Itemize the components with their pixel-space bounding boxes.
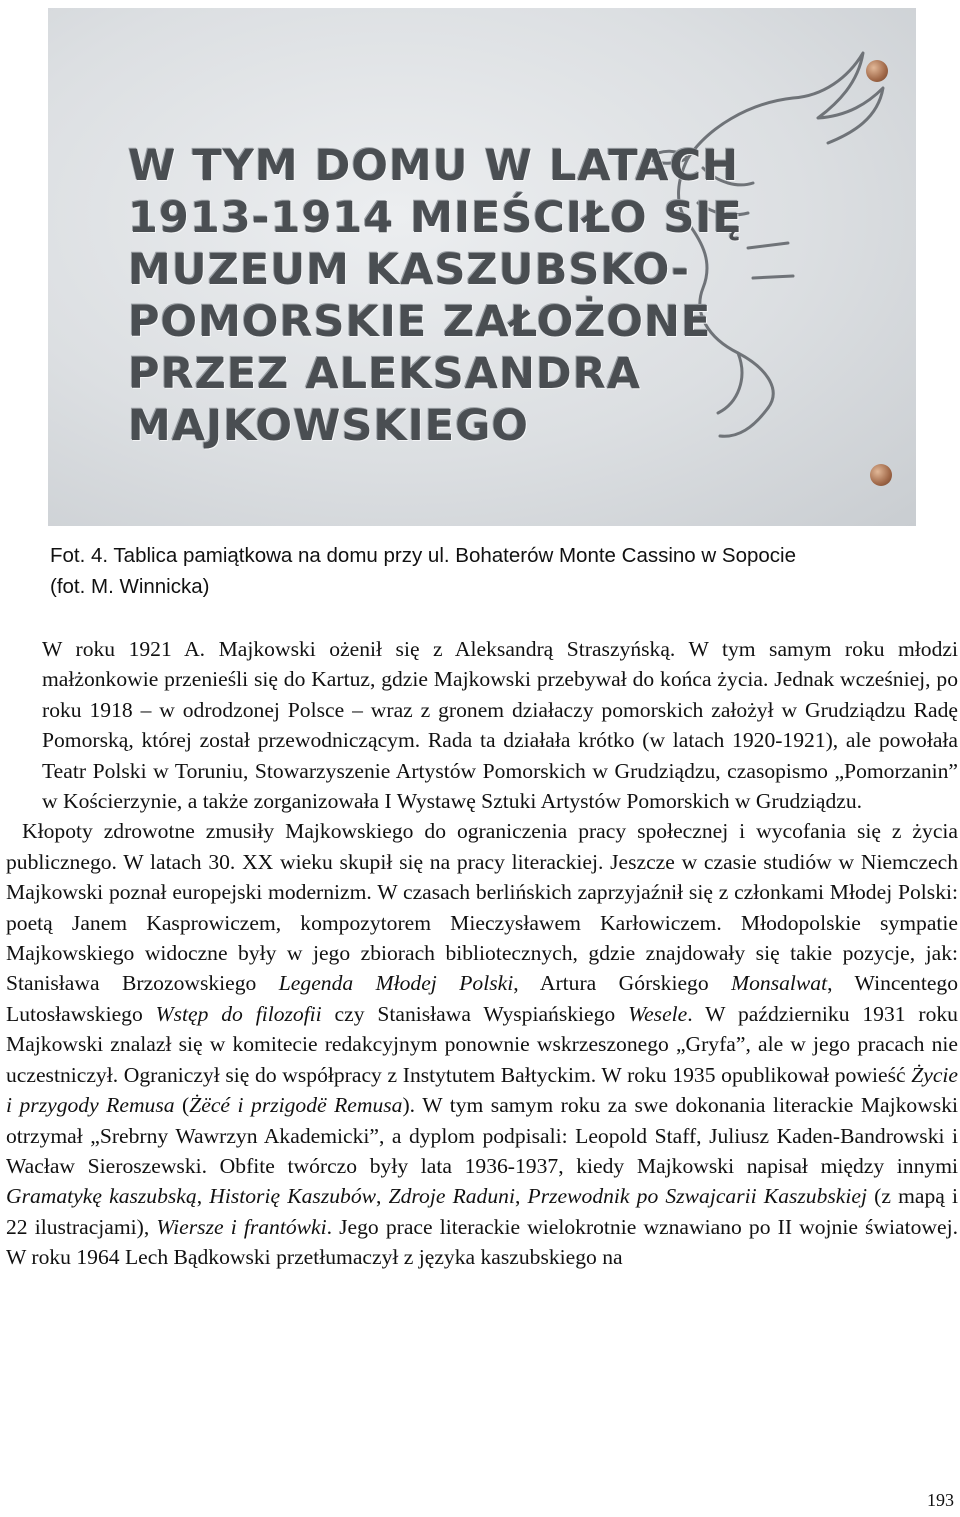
photo-caption xyxy=(50,540,930,602)
plaque-line: 1913-1914 MIEŚCIŁO SIĘ xyxy=(128,193,743,243)
caption-line: (fot. M. Winnicka) xyxy=(50,575,210,598)
book-title: Życie i przygody Remusa xyxy=(6,1062,958,1118)
book-title: Historię Kaszubów xyxy=(209,1184,377,1209)
book-title: Monsalwat xyxy=(731,971,828,996)
plaque-line: W TYM DOMU W LATACH xyxy=(128,141,740,191)
book-title: Legenda Młodej Polski xyxy=(278,971,514,996)
plaque-line: PRZEZ ALEKSANDRA xyxy=(128,349,642,399)
plaque-line: MUZEUM KASZUBSKO- xyxy=(128,245,690,295)
book-title: Wstęp do filozofii xyxy=(155,1001,322,1026)
plaque-inscription xyxy=(128,140,743,452)
book-title: Żëcé i przigodë Remusa xyxy=(189,1093,403,1118)
book-title: Zdroje Raduni xyxy=(388,1184,515,1209)
caption-line: Fot. 4. Tablica pamiątkowa na domu przy ul. Bohaterów Monte Cassino w Sopocie xyxy=(50,544,796,567)
book-title: Wiersze i frantówki xyxy=(156,1214,327,1239)
page-number: 193 xyxy=(927,1490,954,1510)
book-title: Przewodnik po Szwajcarii Kaszubskiej xyxy=(527,1184,867,1209)
book-title: Wesele xyxy=(628,1001,688,1026)
plaque-line: MAJKOWSKIEGO xyxy=(128,401,529,451)
plaque-line: POMORSKIE ZAŁOŻONE xyxy=(128,297,712,347)
plaque-photo xyxy=(48,8,916,526)
rivet-icon xyxy=(870,464,892,486)
paragraph: Kłopoty zdrowotne zmusiły Majkowskiego do ograniczenia pracy społecznej i wycofania się z życia publicznego. W latach 30. XX wieku skupił się na pracy literackiej. Jeszcze w czasie studiów w Niemczech Majkowski poznał europejski modernizm. W czasach berlińskich zaprzyjaźnił się z członkami Młodej Polski: poetą Janem Kasprowiczem, kompozytorem Mieczysławem Karłowiczem. Młodopolskie sympatie Majkowskiego widoczne były w jego zbiorach bibliotecznych, gdzie znajdowały się takie pozycje, jak: Stanisława Brzozowskiego Legenda Młodej Polski, Artura Górskiego Monsalwat, Wincentego Lutosławskiego Wstęp do filozofii czy Stanisława Wyspiańskiego Wesele. W październiku 1931 roku Majkowski znalazł się w komitecie redakcyjnym ponownie wskrzeszonego „Gryfa”, ale w jego pracach nie uczestniczył. Ograniczył się do współpracy z Instytutem Bałtyckim. W roku 1935 opublikował powieść Życie i przygody Remusa (Żëcé i przigodë Remusa). W tym samym roku za swe dokonania literackie Majkowski otrzymał „Srebrny Wawrzyn Akademicki”, a dyplom podpisali: Leopold Staff, Juliusz Kaden-Bandrowski i Wacław Sieroszewski. Obfite twórczo były lata 1936-1937, kiedy Majkowski napisał między innymi Gramatykę kaszubską, Historię Kaszubów, Zdroje Raduni, Przewodnik po Szwajcarii Kaszubskiej (z mapą i 22 ilustracjami), Wiersze i frantówki. Jego prace literackie wielokrotnie wznawiano po II wojnie światowej. W roku 1964 Lech Bądkowski przetłumaczył z języka kaszubskiego na xyxy=(6,819,959,1270)
paragraph: W roku 1921 A. Majkowski ożenił się z Aleksandrą Straszyńską. W tym samym roku młodzi małżonkowie przenieśli się do Kartuz, gdzie Majkowski przebywał do końca życia. Jednak wcześniej, po roku 1918 – w odrodzonej Polsce – wraz z gronem działaczy pomorskich założył w Grudziądzu Radę Pomorską, której został przewodniczącym. Rada ta działała krótko (w latach 1920-1921), ale powołała Teatr Polski w Toruniu, Stowarzyszenie Artystów Pomorskich w Grudziądzu, czasopismo „Pomorzanin” w Kościerzynie, a także zorganizowała I Wystawę Sztuki Artystów Pomorskich w Grudziądzu. xyxy=(42,637,958,814)
rivet-icon xyxy=(866,60,888,82)
body-text xyxy=(6,634,958,1273)
book-title: Gramatykę kaszubską xyxy=(6,1184,197,1209)
